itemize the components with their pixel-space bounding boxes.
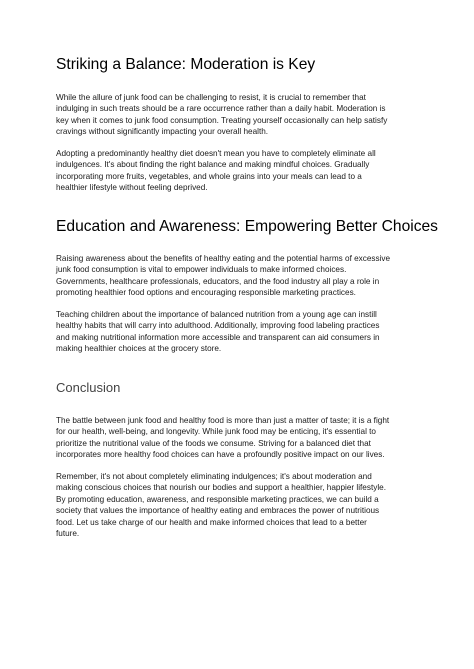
paragraph: [56, 148, 426, 194]
text-line: prioritize the nutritional value of the foods we consume. Striving for a balanced diet that: [56, 438, 371, 448]
text-line: promoting healthier food options and encouraging responsible marketing practices.: [56, 288, 356, 298]
text-line: incorporates more healthy food choices can have a profoundly positive impact on our lives.: [56, 450, 385, 460]
section-heading-balance: Striking a Balance: Moderation is Key: [56, 56, 316, 73]
text-line: Adopting a predominantly healthy diet doesn't mean you have to completely eliminate all: [56, 149, 376, 158]
section-heading-education: Education and Awareness: Empowering Better Choices: [56, 218, 438, 235]
text-line: The battle between junk food and healthy food is more than just a matter of taste; it is a fight: [56, 416, 390, 425]
paragraph: [56, 92, 426, 138]
section-heading-conclusion: Conclusion: [56, 380, 121, 395]
paragraph: [56, 415, 426, 461]
text-line: for our health, well-being, and longevity. While junk food may be enticing, it's essential to: [56, 427, 376, 437]
text-line: cravings without significantly impacting your overall health.: [56, 127, 269, 137]
text-line: key when it comes to junk food consumption. Treating yourself occasionally can help satisfy: [56, 115, 388, 125]
text-line: Remember, it's not about completely eliminating indulgences; it's about moderation and: [56, 472, 372, 481]
paragraph: [56, 471, 426, 539]
text-line: By promoting education, awareness, and responsible marketing practices, we can build a: [56, 494, 379, 504]
text-line: healthy habits that will carry into adulthood. Additionally, improving food labeling practices: [56, 321, 380, 331]
text-line: future.: [56, 529, 80, 539]
text-line: incorporating more fruits, vegetables, and whole grains into your meals can lead to a: [56, 171, 362, 181]
text-line: society that values the importance of healthy eating and embraces the power of nutritious: [56, 506, 380, 516]
text-line: making healthier choices at the grocery store.: [56, 344, 222, 354]
text-line: Raising awareness about the benefits of healthy eating and the potential harms of excessive: [56, 254, 391, 263]
text-line: food. Let us take charge of our health and make informed choices that lead to a better: [56, 517, 367, 527]
text-line: healthier lifestyle without feeling deprived.: [56, 183, 208, 193]
paragraph: [56, 309, 426, 355]
text-line: indulging in such treats should be a rare occurrence rather than a daily habit. Moderation is: [56, 104, 386, 114]
paragraph: [56, 253, 426, 299]
text-line: junk food consumption is vital to empower individuals to make informed choices.: [56, 265, 347, 275]
text-line: making conscious choices that nourish our bodies and support a healthier, happier lifestyle.: [56, 483, 386, 493]
text-line: indulgences. It's about finding the right balance and making mindful choices. Gradually: [56, 160, 370, 170]
text-line: While the allure of junk food can be challenging to resist, it is crucial to remember that: [56, 93, 366, 102]
text-line: Governments, healthcare professionals, educators, and the food industry all play a role in: [56, 276, 380, 286]
text-line: Teaching children about the importance of balanced nutrition from a young age can instill: [56, 310, 377, 319]
text-line: and making nutritional information more accessible and transparent can aid consumers in: [56, 332, 380, 342]
